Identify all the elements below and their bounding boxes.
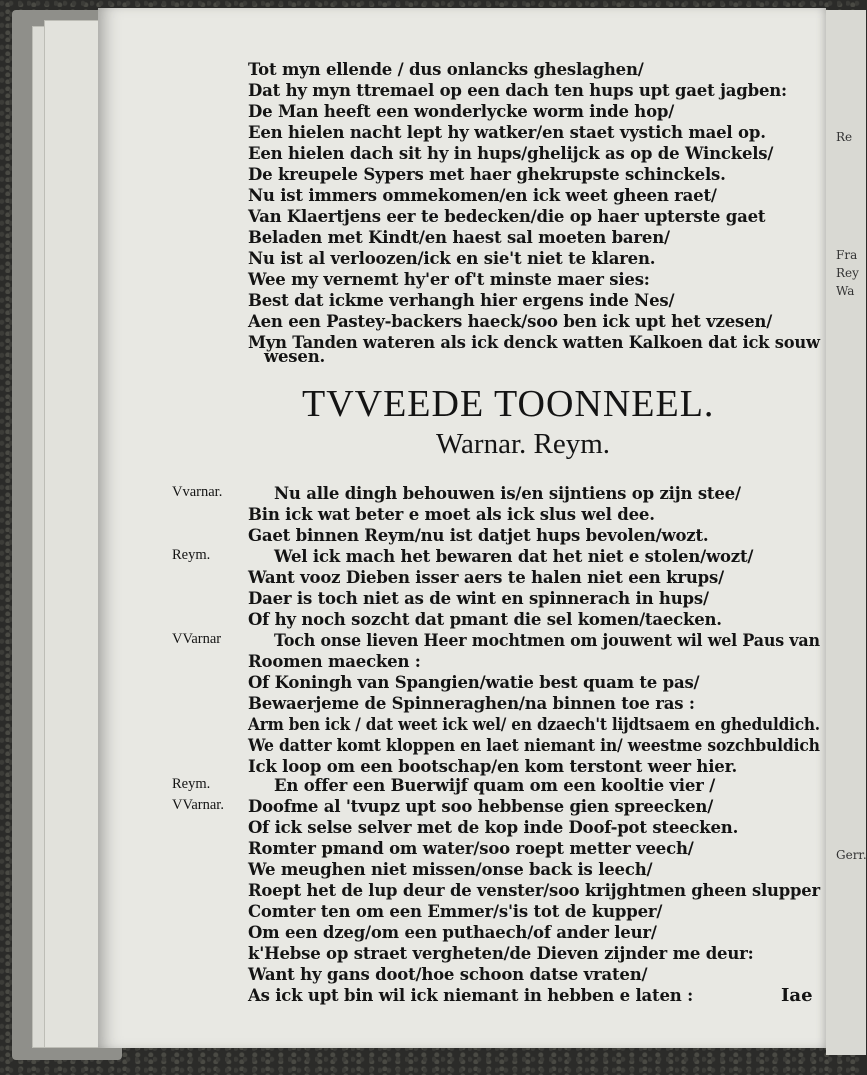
verse-line: De Man heeft een wonderlycke worm inde hop/ — [248, 102, 675, 121]
speaker-label: VVarnar. — [172, 797, 224, 813]
verse-line: Wee my vernemt hy'er of't minste maer sies: — [248, 270, 650, 289]
dialogue-line: Bewaerjeme de Spinneraghen/na binnen toe ras : — [248, 694, 695, 713]
speaker-label: VVarnar — [172, 631, 222, 647]
verse-line: Een hielen nacht lept hy watker/en staet vystich mael op. — [248, 123, 766, 142]
dialogue-line: Want vooz Dieben isser aers te halen niet een krups/ — [248, 568, 724, 587]
catchword: Iae — [781, 985, 813, 1006]
dialogue-line: Comter ten om een Emmer/s'is tot de kupper/ — [248, 902, 663, 921]
dialogue-line: Om een dzeg/om een puthaech/of ander leur/ — [248, 923, 657, 942]
verse-line: wesen. — [264, 347, 326, 366]
facing-page-fragment: Re — [836, 130, 853, 144]
dialogue-line: Wel ick mach het bewaren dat het niet e stolen/wozt/ — [274, 547, 754, 566]
verse-line: Best dat ickme verhangh hier ergens inde Nes/ — [248, 291, 675, 310]
facing-page-fragment: Rey — [836, 266, 859, 280]
verse-line: Aen een Pastey-backers haeck/soo ben ick upt het vzesen/ — [248, 312, 773, 331]
dialogue-line: Bin ick wat beter e moet als ick slus wel dee. — [248, 505, 655, 524]
facing-page-fragment: Gerr. — [836, 848, 867, 862]
verse-line: Dat hy myn ttremael op een dach ten hups upt gaet jagben: — [248, 81, 787, 100]
dialogue-line: Of ick selse selver met de kop inde Doof-pot steecken. — [248, 818, 739, 837]
scene-title: TVVEEDE TOONNEEL. — [302, 383, 715, 425]
dialogue-line: Of hy noch sozcht dat pmant die sel komen/taecken. — [248, 610, 722, 629]
verse-line: Nu ist al verloozen/ick en sie't niet te klaren. — [248, 249, 656, 268]
dialogue-line: We meughen niet missen/onse back is leech/ — [248, 860, 653, 879]
verse-line: Nu ist immers ommekomen/en ick weet gheen raet/ — [248, 186, 717, 205]
verse-line: Beladen met Kindt/en haest sal moeten baren/ — [248, 228, 670, 247]
verse-line: Tot myn ellende / dus onlancks gheslaghen/ — [248, 60, 644, 79]
dialogue-line: Roomen maecken : — [248, 652, 421, 671]
dialogue-line: Nu alle dingh behouwen is/en sijntiens op zijn stee/ — [274, 484, 741, 503]
dialogue-line: k'Hebse op straet vergheten/de Dieven zijnder me deur: — [248, 944, 754, 963]
verse-line: Myn Tanden wateren als ick denck watten Kalkoen dat ick souw — [248, 333, 820, 352]
dialogue-line: Of Koningh van Spangien/watie best quam te pas/ — [248, 673, 700, 692]
facing-page-fragment: Fra — [836, 248, 858, 262]
dialogue-line: En offer een Buerwijf quam om een kooltie vier / — [274, 776, 716, 795]
dialogue-line: Romter pmand om water/soo roept metter veech/ — [248, 839, 694, 858]
dialogue-line: Doofme al 'tvupz upt soo hebbense gien spreecken/ — [248, 797, 714, 816]
dialogue-line: Roept het de lup deur de venster/soo krijghtmen gheen slupper — [248, 881, 820, 900]
scene-characters: Warnar. Reym. — [436, 428, 611, 460]
verse-line: De kreupele Sypers met haer ghekrupste schinckels. — [248, 165, 726, 184]
dialogue-line: Gaet binnen Reym/nu ist datjet hups bevolen/wozt. — [248, 526, 709, 545]
dialogue-line: Arm ben ick / dat weet ick wel/ en dzaech't lijdtsaem en gheduldich. — [248, 715, 820, 734]
facing-page-edge — [826, 10, 866, 1055]
speaker-label: Reym. — [172, 776, 211, 792]
dialogue-line: Want hy gans doot/hoe schoon datse vraten/ — [248, 965, 648, 984]
verse-line: Van Klaertjens eer te bedecken/die op haer upterste gaet — [248, 207, 766, 226]
dialogue-line: Toch onse lieven Heer mochtmen om jouwent wil wel Paus van — [274, 631, 820, 650]
facing-page-fragment: Wa — [836, 284, 855, 298]
dialogue-line: We datter komt kloppen en laet niemant in/ weestme sozchbuldich — [248, 736, 820, 755]
verse-line: Een hielen dach sit hy in hups/ghelijck as op de Winckels/ — [248, 144, 774, 163]
dialogue-line: Ick loop om een bootschap/en kom terstont weer hier. — [248, 757, 738, 776]
speaker-label: Reym. — [172, 547, 211, 563]
dialogue-line: Daer is toch niet as de wint en spinnerach in hups/ — [248, 589, 709, 608]
speaker-label: Vvarnar. — [172, 484, 223, 500]
dialogue-line: As ick upt bin wil ick niemant in hebben e laten : — [248, 986, 693, 1005]
